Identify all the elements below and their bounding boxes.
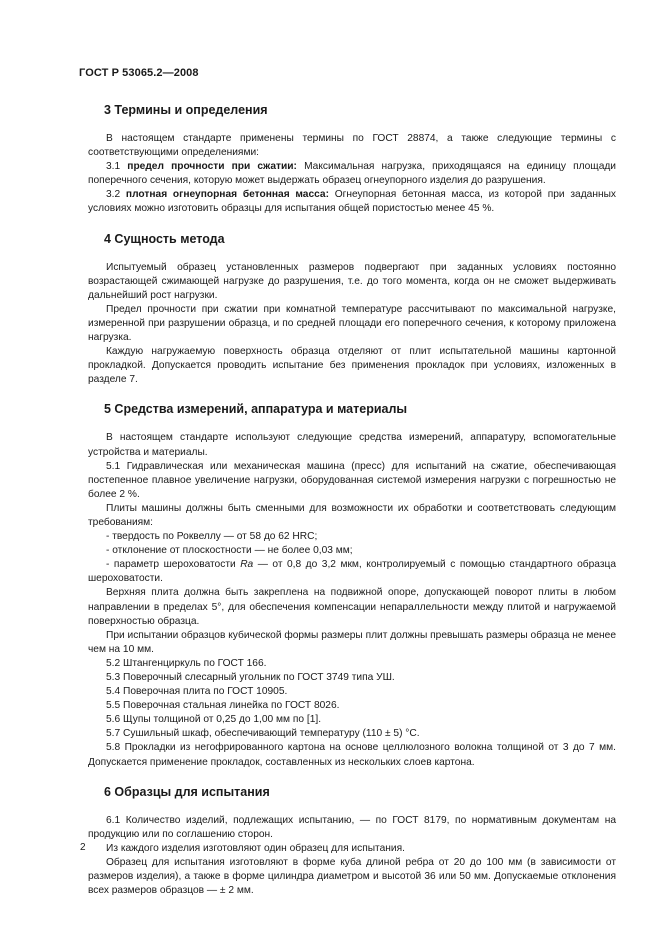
requirement-text: — от 0,8 до 3,2 мкм, контролируемый с помощью стандартного образца шероховатости. <box>88 559 616 585</box>
definition-text: Огнеупорная бетонная масса, из которой при заданных условиях можно изготовить образцы для испытания общей пористостью менее 45 %. <box>88 189 616 215</box>
list-item: 5.4 Поверочная плита по ГОСТ 10905. <box>106 686 288 698</box>
requirement-item: - твердость по Роквеллу — от 58 до 62 HRC; <box>106 531 318 543</box>
section-5-paragraph: При испытании образцов кубической формы размеры плит должны превышать размеры образца не менее чем на 10 мм. <box>88 629 617 655</box>
section-4-paragraph: Предел прочности при сжатии при комнатной температуре рассчитывают по максимальной нагрузке, измеренной при разрушении образца, и по средней площади его поперечного сечения, к которому приложена нагрузка. <box>88 303 616 344</box>
definition-3-1 <box>88 160 616 188</box>
list-item: 5.8 Прокладки из негофрированного картона на основе целлюлозного волокна толщиной от 3 до 7 мм. Допускается применение прокладок, составленных из нескольких слоев картона. <box>88 742 616 768</box>
list-item: 5.6 Щупы толщиной от 0,25 до 1,00 мм по [1]. <box>106 714 322 726</box>
definition-number: 3.1 <box>106 161 128 173</box>
section-5-1-paragraph: 5.1 Гидравлическая или механическая машина (пресс) для испытаний на сжатие, обеспечивающая постепенное плавное увеличение нагрузки, оборудованная системой измерения нагрузки с погрешностью не более 2 %. <box>88 460 616 500</box>
requirement-item: - отклонение от плоскостности — не более 0,03 мм; <box>106 545 353 557</box>
page-content <box>88 92 616 898</box>
requirement-item <box>88 558 616 586</box>
section-3-title: 3 Термины и определения <box>104 103 268 117</box>
list-item: 5.2 Штангенциркуль по ГОСТ 166. <box>106 657 267 669</box>
section-6-paragraph: 6.1 Количество изделий, подлежащих испытанию, — по ГОСТ 8179, по нормативным документам на продукцию или по соглашению сторон. <box>88 814 616 840</box>
definition-number: 3.2 <box>106 189 126 201</box>
section-5-paragraph: Верхняя плита должна быть закреплена на подвижной опоре, допускающей поворот плиты в любом направлении в пределах 5°, для обеспечения компенсации непараллельности между плитой и нагружаемой поверхностью образца. <box>88 587 616 627</box>
ra-symbol: Ra <box>240 559 254 571</box>
page-number: 2 <box>80 842 86 853</box>
section-4-paragraph: Испытуемый образец установленных размеров подвергают при заданных условиях постоянно возрастающей сжимающей нагрузке до разрушения, т.е. до того момента, когда он не сможет выдерживать дальнейший рост нагрузки. <box>88 261 616 301</box>
section-4-title: 4 Сущность метода <box>104 231 225 246</box>
requirement-text: - параметр шероховатости <box>106 559 241 571</box>
definition-term: плотная огнеупорная бетонная масса: <box>125 189 329 201</box>
list-item: 5.3 Поверочный слесарный угольник по ГОСТ 3749 типа УШ. <box>106 672 395 683</box>
definition-3-2 <box>88 188 616 216</box>
list-item: 5.7 Сушильный шкаф, обеспечивающий температуру (110 ± 5) °С. <box>106 728 420 740</box>
section-6-title: 6 Образцы для испытания <box>104 784 270 799</box>
document-header: ГОСТ Р 53065.2—2008 <box>79 67 199 79</box>
section-5-title: 5 Средства измерений, аппаратура и материалы <box>104 402 408 417</box>
section-3-intro: В настоящем стандарте применены термины по ГОСТ 28874, а также следующие термины с соответствующими определениями: <box>88 133 616 159</box>
section-5-paragraph: В настоящем стандарте используют следующие средства измерений, аппаратуру, вспомогательные устройства и материалы. <box>88 432 616 458</box>
section-6-paragraph: Образец для испытания изготовляют в форме куба длиной ребра от 20 до 100 мм (в зависимости от размеров изделия), а также в форме цилиндра диаметром и высотой 36 или 50 мм. Допускаемые отклонения всех размеров образцов — ± 2 мм. <box>88 856 616 897</box>
section-4-paragraph: Каждую нагружаемую поверхность образца отделяют от плит испытательной машины картонной прокладкой. Допускается проводить испытание без применения прокладок при условиях, изложенных в разделе 7. <box>88 346 616 386</box>
section-6-paragraph: Из каждого изделия изготовляют один образец для испытания. <box>106 842 405 854</box>
section-5-paragraph: Плиты машины должны быть сменными для возможности их обработки и соответствовать следующим требованиям: <box>88 502 616 528</box>
definition-term: предел прочности при сжатии: <box>127 161 297 173</box>
list-item: 5.5 Поверочная стальная линейка по ГОСТ 8026. <box>106 700 340 712</box>
definition-text: Максимальная нагрузка, приходящаяся на единицу площади поперечного сечения, которую может выдержать образец огнеупорного изделия до разрушения. <box>88 161 616 187</box>
